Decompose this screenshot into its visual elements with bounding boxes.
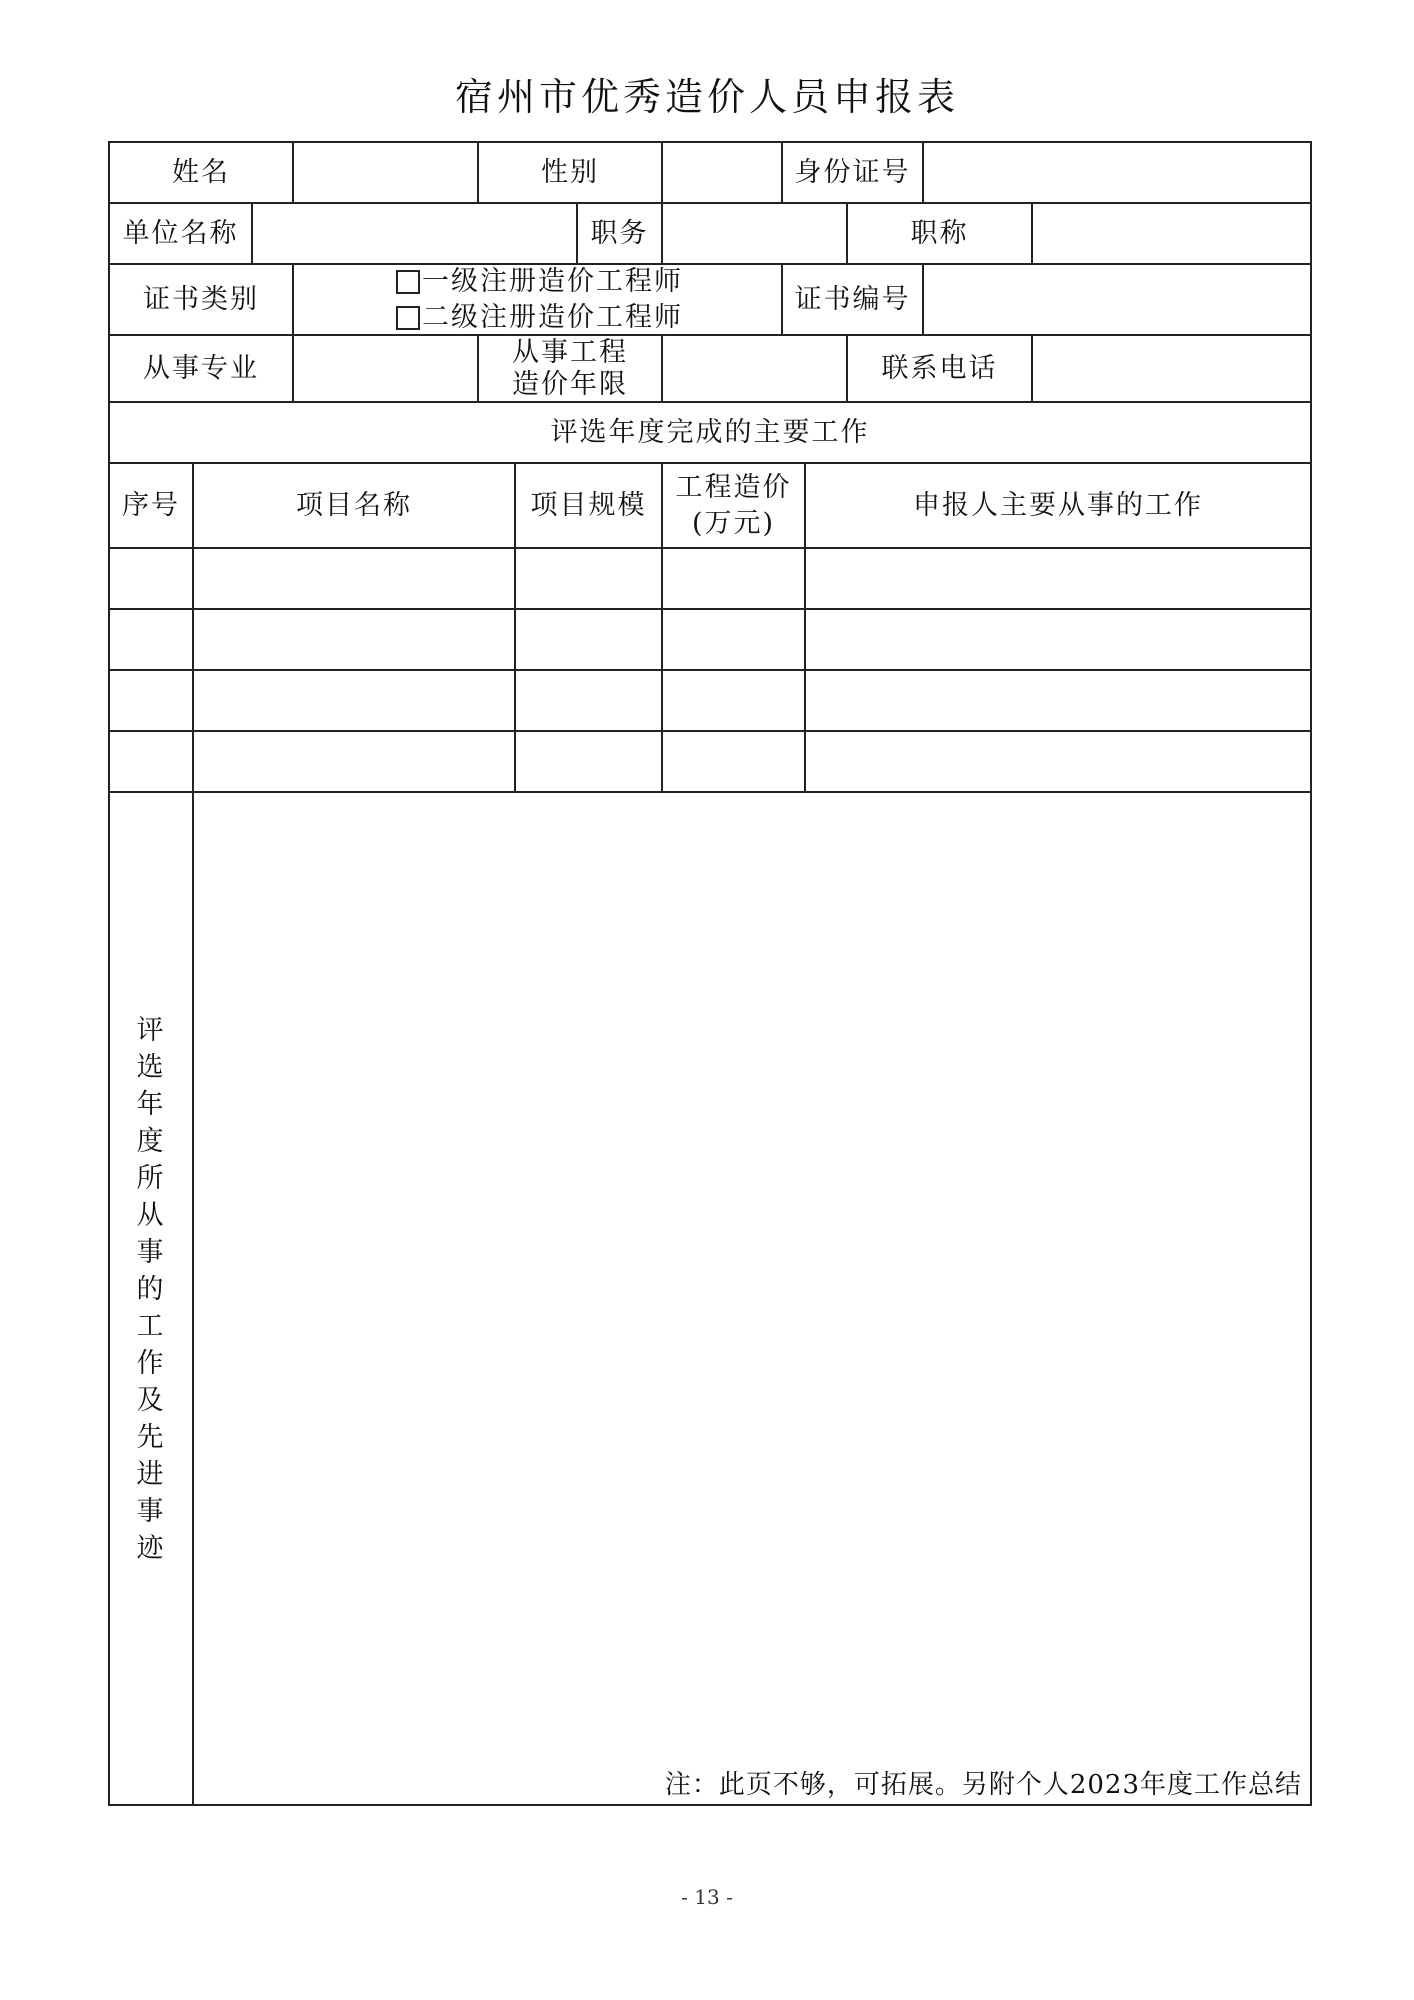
footnote: 注：此页不够，可拓展。另附个人2023年度工作总结 (664, 1770, 1302, 1800)
col-header-work: 申报人主要从事的工作 (913, 489, 1203, 521)
achievements-label-char: 及 (136, 1385, 164, 1416)
cert-option-level1-label: 一级注册造价工程师 (422, 265, 683, 297)
achievements-label-char: 从 (136, 1200, 164, 1231)
achievements-label-char: 先 (136, 1422, 164, 1453)
achievements-label-char: 事 (136, 1237, 164, 1268)
table-row[interactable] (110, 671, 1310, 730)
org-field[interactable] (253, 204, 576, 263)
achievements-label-char: 选 (136, 1052, 164, 1083)
cert-option-level2-label: 二级注册造价工程师 (422, 301, 683, 333)
cert-type-label: 证书类别 (143, 283, 259, 315)
achievements-label (108, 1012, 192, 1592)
cert-option-level2[interactable] (396, 300, 683, 336)
table-row[interactable] (110, 610, 1310, 669)
table-border-right (1310, 141, 1312, 1806)
achievements-label-char: 年 (136, 1089, 164, 1120)
checkbox-icon[interactable] (396, 270, 420, 294)
col-header-cost (663, 464, 804, 547)
rank-field[interactable] (1033, 204, 1310, 263)
major-label: 从事专业 (143, 352, 259, 384)
col-header-cost-line2: (万元) (691, 507, 776, 539)
achievements-label-char: 的 (136, 1274, 164, 1305)
position-field[interactable] (663, 204, 846, 263)
name-field[interactable] (294, 143, 477, 202)
achievements-field[interactable] (194, 793, 1310, 1753)
table-row[interactable] (110, 732, 1310, 791)
col-header-project-name: 项目名称 (296, 489, 412, 521)
years-label (479, 336, 661, 401)
cert-number-field[interactable] (924, 265, 1310, 334)
page-number: - 13 - (681, 1885, 733, 1909)
id-number-label: 身份证号 (794, 156, 911, 188)
table-row[interactable] (110, 549, 1310, 608)
gender-field[interactable] (663, 143, 781, 202)
achievements-label-char: 事 (136, 1496, 164, 1527)
years-label-line1: 从事工程 (512, 336, 628, 368)
col-header-cost-line1: 工程造价 (675, 471, 792, 503)
table-border-bottom (108, 1804, 1312, 1806)
section-title: 评选年度完成的主要工作 (550, 416, 870, 448)
cert-type-options (396, 265, 781, 334)
major-field[interactable] (294, 336, 477, 401)
achievements-label-char: 工 (136, 1311, 164, 1342)
col-divider (292, 263, 294, 334)
col-header-no: 序号 (122, 489, 180, 521)
years-field[interactable] (663, 336, 846, 401)
achievements-label-char: 所 (136, 1163, 164, 1194)
name-label: 姓名 (172, 156, 230, 188)
achievements-label-char: 评 (136, 1015, 164, 1046)
achievements-label-char: 进 (136, 1459, 164, 1490)
achievements-label-char: 度 (136, 1126, 164, 1157)
achievements-label-char: 作 (136, 1348, 164, 1379)
phone-label: 联系电话 (881, 352, 998, 384)
gender-label: 性别 (541, 156, 599, 188)
achievements-label-char: 迹 (136, 1533, 164, 1564)
id-number-field[interactable] (924, 143, 1310, 202)
cert-number-label: 证书编号 (794, 283, 911, 315)
org-label: 单位名称 (122, 217, 239, 249)
position-label: 职务 (590, 217, 649, 249)
page-title: 宿州市优秀造价人员申报表 (454, 75, 959, 119)
checkbox-icon[interactable] (396, 306, 420, 330)
phone-field[interactable] (1033, 336, 1310, 401)
years-label-line2: 造价年限 (512, 368, 628, 400)
cert-option-level1[interactable] (396, 264, 683, 300)
rank-label: 职称 (910, 217, 969, 249)
col-header-scale: 项目规模 (530, 489, 647, 521)
